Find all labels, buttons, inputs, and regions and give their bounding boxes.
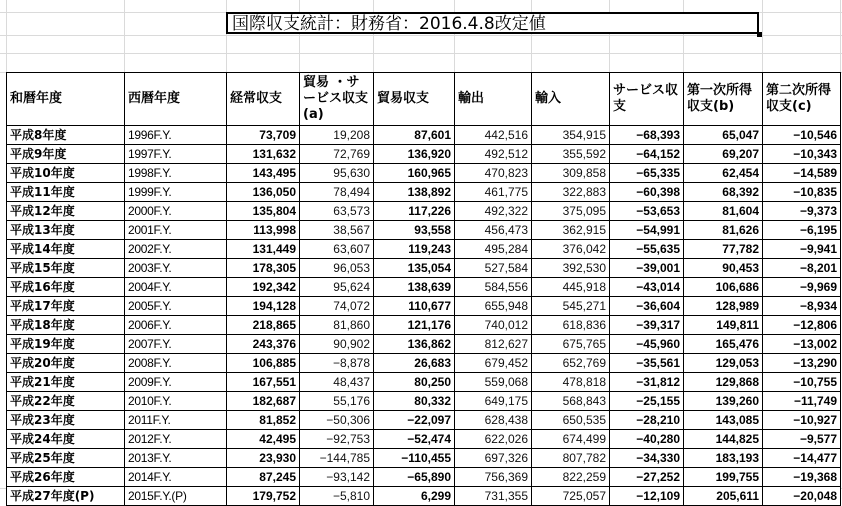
cell-imports[interactable]: 309,858 [532,164,610,183]
cell-wareki[interactable]: 平成25年度 [7,449,125,468]
cell-secondary-income[interactable]: −10,546 [763,126,841,145]
table-row [7,468,841,487]
cell-exports[interactable]: 756,369 [455,468,532,487]
cell-services[interactable]: −65,335 [610,164,684,183]
cell-current-account[interactable]: 143,495 [227,164,300,183]
table-row [7,126,841,145]
cell-primary-income[interactable]: 143,085 [684,411,763,430]
cell-exports[interactable]: 456,473 [455,221,532,240]
table-row [7,392,841,411]
cell-secondary-income[interactable]: −13,290 [763,354,841,373]
cell-current-account[interactable]: 194,128 [227,297,300,316]
cell-secondary-income[interactable]: −8,201 [763,259,841,278]
cell-exports[interactable]: 492,512 [455,145,532,164]
cell-primary-income[interactable]: 81,626 [684,221,763,240]
cell-current-account[interactable]: 136,050 [227,183,300,202]
cell-seireki[interactable]: 2008F.Y. [125,354,227,373]
cell-exports[interactable]: 622,026 [455,430,532,449]
header-services[interactable]: サービス収支 [610,73,684,126]
cell-primary-income[interactable]: 165,476 [684,335,763,354]
header-current-account[interactable]: 経常収支 [227,73,300,126]
cell-exports[interactable]: 628,438 [455,411,532,430]
cell-imports[interactable]: 392,530 [532,259,610,278]
cell-seireki[interactable]: 2006F.Y. [125,316,227,335]
cell-services[interactable]: −55,635 [610,240,684,259]
cell-services[interactable]: −40,280 [610,430,684,449]
cell-current-account[interactable]: 192,342 [227,278,300,297]
cell-goods-services[interactable]: 55,176 [300,392,374,411]
cell-secondary-income[interactable]: −13,002 [763,335,841,354]
cell-goods-services[interactable]: 19,208 [300,126,374,145]
cell-services[interactable]: −34,330 [610,449,684,468]
cell-exports[interactable]: 559,068 [455,373,532,392]
cell-secondary-income[interactable]: −10,835 [763,183,841,202]
cell-imports[interactable]: 652,769 [532,354,610,373]
cell-exports[interactable]: 812,627 [455,335,532,354]
cell-services[interactable]: −12,109 [610,487,684,506]
cell-services[interactable]: −35,561 [610,354,684,373]
cell-current-account[interactable]: 167,551 [227,373,300,392]
cell-wareki[interactable]: 平成27年度(P) [7,487,125,506]
cell-current-account[interactable]: 243,376 [227,335,300,354]
sheet-title: 国際収支統計：財務省：2016.4.8改定値 [232,14,546,34]
cell-current-account[interactable]: 135,804 [227,202,300,221]
cell-seireki[interactable]: 2004F.Y. [125,278,227,297]
cell-imports[interactable]: 545,271 [532,297,610,316]
header-primary-income[interactable]: 第一次所得収支(b) [684,73,763,126]
cell-goods-services[interactable]: 95,624 [300,278,374,297]
cell-goods-services[interactable]: −50,306 [300,411,374,430]
cell-services[interactable]: −54,991 [610,221,684,240]
cell-current-account[interactable]: 179,752 [227,487,300,506]
header-row [7,73,841,126]
cell-wareki[interactable]: 平成23年度 [7,411,125,430]
cell-trade-balance[interactable]: −110,455 [374,449,455,468]
table-row [7,487,841,506]
cell-current-account[interactable]: 113,998 [227,221,300,240]
cell-trade-balance[interactable]: 110,677 [374,297,455,316]
cell-services[interactable]: −60,398 [610,183,684,202]
cell-current-account[interactable]: 131,632 [227,145,300,164]
cell-wareki[interactable]: 平成19年度 [7,335,125,354]
cell-services[interactable]: −43,014 [610,278,684,297]
cell-services[interactable]: −25,155 [610,392,684,411]
header-secondary-income[interactable]: 第二次所得収支(c) [763,73,841,126]
cell-primary-income[interactable]: 205,611 [684,487,763,506]
cell-seireki[interactable]: 2000F.Y. [125,202,227,221]
table-row [7,316,841,335]
cell-secondary-income[interactable]: −12,806 [763,316,841,335]
cell-exports[interactable]: 584,556 [455,278,532,297]
cell-current-account[interactable]: 81,852 [227,411,300,430]
table-row [7,354,841,373]
cell-services[interactable]: −27,252 [610,468,684,487]
cell-wareki[interactable]: 平成22年度 [7,392,125,411]
cell-primary-income[interactable]: 199,755 [684,468,763,487]
cell-exports[interactable]: 740,012 [455,316,532,335]
cell-current-account[interactable]: 218,865 [227,316,300,335]
cell-exports[interactable]: 461,775 [455,183,532,202]
cell-primary-income[interactable]: 129,868 [684,373,763,392]
cell-current-account[interactable]: 23,930 [227,449,300,468]
cell-trade-balance[interactable]: 136,920 [374,145,455,164]
cell-goods-services[interactable]: −93,142 [300,468,374,487]
table-row [7,240,841,259]
cell-exports[interactable]: 495,284 [455,240,532,259]
cell-wareki[interactable]: 平成12年度 [7,202,125,221]
cell-secondary-income[interactable]: −10,927 [763,411,841,430]
cell-imports[interactable]: 445,918 [532,278,610,297]
cell-goods-services[interactable]: 38,567 [300,221,374,240]
cell-wareki[interactable]: 平成26年度 [7,468,125,487]
cell-goods-services[interactable]: 81,860 [300,316,374,335]
cell-current-account[interactable]: 87,245 [227,468,300,487]
cell-seireki[interactable]: 2010F.Y. [125,392,227,411]
cell-imports[interactable]: 322,883 [532,183,610,202]
cell-wareki[interactable]: 平成11年度 [7,183,125,202]
cell-primary-income[interactable]: 129,053 [684,354,763,373]
cell-services[interactable]: −28,210 [610,411,684,430]
cell-exports[interactable]: 679,452 [455,354,532,373]
cell-goods-services[interactable]: 90,902 [300,335,374,354]
cell-seireki[interactable]: 2009F.Y. [125,373,227,392]
cell-wareki[interactable]: 平成14年度 [7,240,125,259]
cell-goods-services[interactable]: −5,810 [300,487,374,506]
cell-trade-balance[interactable]: −52,474 [374,430,455,449]
table-row [7,449,841,468]
cell-wareki[interactable]: 平成24年度 [7,430,125,449]
cell-imports[interactable]: 650,535 [532,411,610,430]
cell-trade-balance[interactable]: 6,299 [374,487,455,506]
table-row [7,278,841,297]
cell-goods-services[interactable]: 48,437 [300,373,374,392]
cell-trade-balance[interactable]: 93,558 [374,221,455,240]
cell-imports[interactable]: 478,818 [532,373,610,392]
cell-secondary-income[interactable]: −14,589 [763,164,841,183]
cell-imports[interactable]: 674,499 [532,430,610,449]
cell-goods-services[interactable]: 74,072 [300,297,374,316]
table-row [7,202,841,221]
cell-goods-services[interactable]: −92,753 [300,430,374,449]
cell-imports[interactable]: 362,915 [532,221,610,240]
cell-services[interactable]: −39,001 [610,259,684,278]
cell-primary-income[interactable]: 128,989 [684,297,763,316]
cell-trade-balance[interactable]: 160,965 [374,164,455,183]
table-row [7,164,841,183]
cell-seireki[interactable]: 2005F.Y. [125,297,227,316]
table-row [7,297,841,316]
cell-imports[interactable]: 725,057 [532,487,610,506]
cell-current-account[interactable]: 73,709 [227,126,300,145]
cell-primary-income[interactable]: 139,260 [684,392,763,411]
cell-wareki[interactable]: 平成17年度 [7,297,125,316]
table-row [7,430,841,449]
cell-services[interactable]: −39,317 [610,316,684,335]
cell-seireki[interactable]: 2007F.Y. [125,335,227,354]
cell-wareki[interactable]: 平成21年度 [7,373,125,392]
cell-trade-balance[interactable]: 117,226 [374,202,455,221]
table-row [7,145,841,164]
cell-imports[interactable]: 807,782 [532,449,610,468]
cell-secondary-income[interactable]: −10,343 [763,145,841,164]
cell-goods-services[interactable]: −8,878 [300,354,374,373]
cell-goods-services[interactable]: 95,630 [300,164,374,183]
cell-primary-income[interactable]: 62,454 [684,164,763,183]
header-exports[interactable]: 輸出 [455,73,532,126]
cell-imports[interactable]: 354,915 [532,126,610,145]
cell-imports[interactable]: 675,765 [532,335,610,354]
cell-seireki[interactable]: 2012F.Y. [125,430,227,449]
cell-services[interactable]: −45,960 [610,335,684,354]
cell-current-account[interactable]: 131,449 [227,240,300,259]
cell-goods-services[interactable]: −144,785 [300,449,374,468]
cell-seireki[interactable]: 1997F.Y. [125,145,227,164]
cell-wareki[interactable]: 平成8年度 [7,126,125,145]
cell-trade-balance[interactable]: 135,054 [374,259,455,278]
cell-trade-balance[interactable]: −65,890 [374,468,455,487]
header-imports[interactable]: 輸入 [532,73,610,126]
cell-exports[interactable]: 697,326 [455,449,532,468]
cell-trade-balance[interactable]: 87,601 [374,126,455,145]
cell-trade-balance[interactable]: 119,243 [374,240,455,259]
cell-primary-income[interactable]: 68,392 [684,183,763,202]
cell-secondary-income[interactable]: −10,755 [763,373,841,392]
cell-seireki[interactable]: 1996F.Y. [125,126,227,145]
cell-exports[interactable]: 649,175 [455,392,532,411]
cell-primary-income[interactable]: 90,453 [684,259,763,278]
cell-goods-services[interactable]: 96,053 [300,259,374,278]
cell-secondary-income[interactable]: −8,934 [763,297,841,316]
cell-trade-balance[interactable]: 26,683 [374,354,455,373]
cell-exports[interactable]: 731,355 [455,487,532,506]
cell-seireki[interactable]: 2001F.Y. [125,221,227,240]
cell-primary-income[interactable]: 81,604 [684,202,763,221]
table-row [7,183,841,202]
cell-primary-income[interactable]: 106,686 [684,278,763,297]
cell-trade-balance[interactable]: 121,176 [374,316,455,335]
cell-imports[interactable]: 375,095 [532,202,610,221]
cell-goods-services[interactable]: 78,494 [300,183,374,202]
cell-seireki[interactable]: 1999F.Y. [125,183,227,202]
cell-seireki[interactable]: 1998F.Y. [125,164,227,183]
cell-wareki[interactable]: 平成20年度 [7,354,125,373]
cell-goods-services[interactable]: 72,769 [300,145,374,164]
header-seireki[interactable]: 西暦年度 [125,73,227,126]
cell-trade-balance[interactable]: 138,639 [374,278,455,297]
cell-seireki[interactable]: 2002F.Y. [125,240,227,259]
cell-primary-income[interactable]: 69,207 [684,145,763,164]
cell-imports[interactable]: 822,259 [532,468,610,487]
table-row [7,335,841,354]
cell-secondary-income[interactable]: −9,373 [763,202,841,221]
cell-trade-balance[interactable]: 138,892 [374,183,455,202]
cell-services[interactable]: −64,152 [610,145,684,164]
cell-imports[interactable]: 618,836 [532,316,610,335]
cell-secondary-income[interactable]: −11,749 [763,392,841,411]
header-wareki[interactable]: 和暦年度 [7,73,125,126]
cell-secondary-income[interactable]: −20,048 [763,487,841,506]
cell-goods-services[interactable]: 63,607 [300,240,374,259]
cell-wareki[interactable]: 平成13年度 [7,221,125,240]
cell-current-account[interactable]: 106,885 [227,354,300,373]
header-trade-balance[interactable]: 貿易収支 [374,73,455,126]
cell-primary-income[interactable]: 149,811 [684,316,763,335]
cell-seireki[interactable]: 2015F.Y.(P) [125,487,227,506]
cell-secondary-income[interactable]: −9,941 [763,240,841,259]
cell-wareki[interactable]: 平成15年度 [7,259,125,278]
cell-trade-balance[interactable]: 80,332 [374,392,455,411]
cell-exports[interactable]: 527,584 [455,259,532,278]
cell-secondary-income[interactable]: −6,195 [763,221,841,240]
cell-trade-balance[interactable]: 80,250 [374,373,455,392]
cell-current-account[interactable]: 178,305 [227,259,300,278]
cell-trade-balance[interactable]: 136,862 [374,335,455,354]
cell-wareki[interactable]: 平成18年度 [7,316,125,335]
cell-wareki[interactable]: 平成10年度 [7,164,125,183]
cell-seireki[interactable]: 2014F.Y. [125,468,227,487]
cell-seireki[interactable]: 2003F.Y. [125,259,227,278]
cell-exports[interactable]: 655,948 [455,297,532,316]
cell-imports[interactable]: 376,042 [532,240,610,259]
cell-imports[interactable]: 355,592 [532,145,610,164]
cell-secondary-income[interactable]: −9,577 [763,430,841,449]
cell-trade-balance[interactable]: −22,097 [374,411,455,430]
cell-services[interactable]: −36,604 [610,297,684,316]
cell-primary-income[interactable]: 183,193 [684,449,763,468]
cell-services[interactable]: −68,393 [610,126,684,145]
fill-handle[interactable] [757,32,762,37]
cell-services[interactable]: −53,653 [610,202,684,221]
cell-secondary-income[interactable]: −9,969 [763,278,841,297]
cell-primary-income[interactable]: 144,825 [684,430,763,449]
cell-wareki[interactable]: 平成9年度 [7,145,125,164]
cell-services[interactable]: −31,812 [610,373,684,392]
cell-wareki[interactable]: 平成16年度 [7,278,125,297]
cell-imports[interactable]: 568,843 [532,392,610,411]
table-row [7,373,841,392]
cell-primary-income[interactable]: 77,782 [684,240,763,259]
cell-seireki[interactable]: 2013F.Y. [125,449,227,468]
cell-secondary-income[interactable]: −14,477 [763,449,841,468]
cell-goods-services[interactable]: 63,573 [300,202,374,221]
header-goods-services[interactable]: 貿易 ・サービス収支(a) [300,73,374,126]
table-row [7,221,841,240]
cell-primary-income[interactable]: 65,047 [684,126,763,145]
table-row [7,259,841,278]
balance-of-payments-table [6,72,841,506]
cell-seireki[interactable]: 2011F.Y. [125,411,227,430]
cell-exports[interactable]: 492,322 [455,202,532,221]
cell-current-account[interactable]: 42,495 [227,430,300,449]
table-row [7,411,841,430]
cell-exports[interactable]: 470,823 [455,164,532,183]
cell-secondary-income[interactable]: −19,368 [763,468,841,487]
cell-exports[interactable]: 442,516 [455,126,532,145]
sheet-title-cell[interactable] [226,12,759,34]
cell-current-account[interactable]: 182,687 [227,392,300,411]
